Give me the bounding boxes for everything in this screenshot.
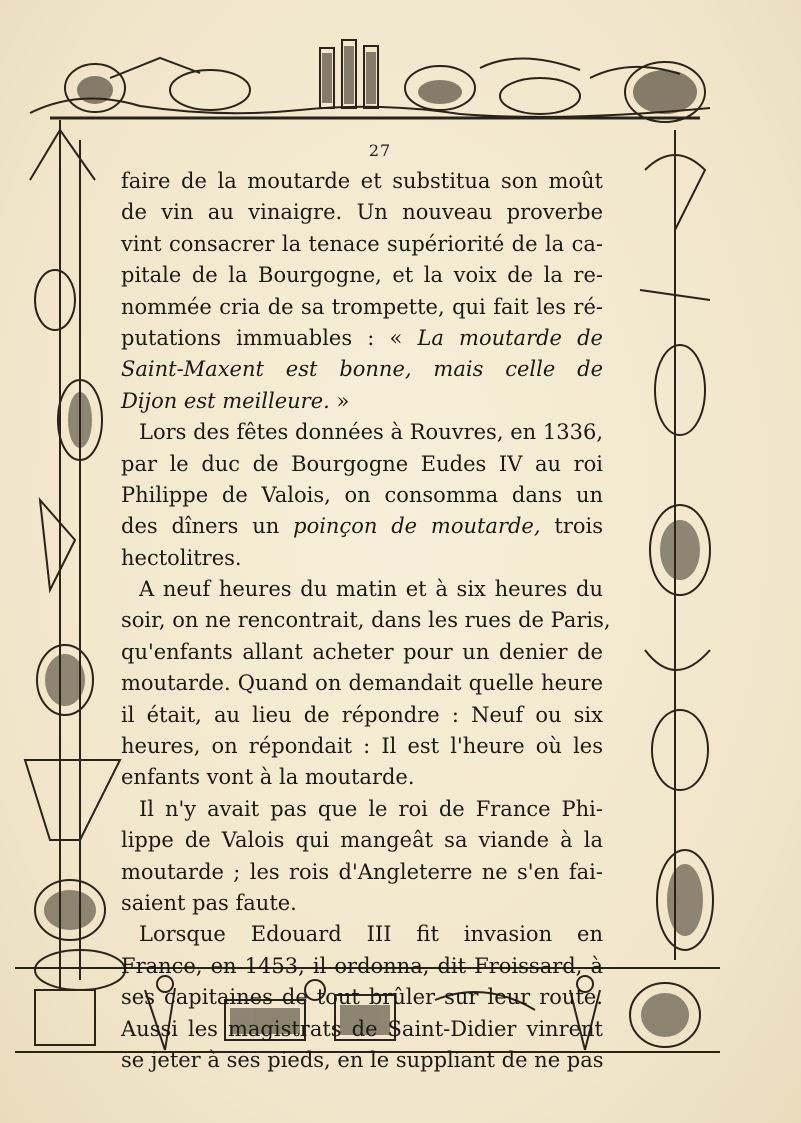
text-run: soir, on ne rencontrait, dans les rues de Paris, [121,608,611,633]
text-line [121,1045,603,1076]
text-line [121,951,603,982]
text-run: A neuf heures du matin et à six heures du [139,577,603,602]
text-run: lippe de Valois qui mangeât sa viande à la [121,828,603,853]
text-run: Aussi les magistrats de Saint-Didier vinrent [121,1016,603,1041]
text-run: se jeter à ses pieds, en le suppliant de ne pas [121,1047,604,1072]
text-run: trois [540,514,603,539]
text-run: vint consacrer la tenace supériorité de la ca- [121,231,603,256]
text-line [121,794,603,825]
text-line [121,260,603,291]
text-line [121,700,603,731]
text-run: faire de la moutarde et substitua son moût [121,169,603,193]
text-line [121,888,603,919]
text-run: putations immuables : « [121,325,418,350]
text-line [121,229,603,260]
text-run: ses capitaines de tout brûler sur leur route. [121,985,603,1010]
text-line [121,543,603,574]
page-number: 27 [368,141,392,160]
still-life-engraving [20,18,720,128]
top-ornament-frieze [20,18,720,128]
text-run: il était, au lieu de répondre : Neuf ou six [121,702,603,727]
text-run: France, en 1453, il ordonna, dit Froissard, à [121,953,603,978]
italic-text-run: Dijon est meilleure. [121,388,330,413]
text-line [121,731,603,762]
text-run: de vin au vinaigre. Un nouveau proverbe [121,200,603,225]
text-run: Lors des fêtes données à Rouvres, en 1336, [139,420,603,445]
text-line [121,982,603,1013]
text-line [121,762,603,793]
text-line [121,354,603,385]
text-line [121,605,611,636]
text-line [121,1014,603,1045]
text-line [121,197,603,228]
text-line [121,386,603,417]
text-run: saient pas faute. [121,890,297,915]
text-run: moutarde. Quand on demandait quelle heure [121,671,603,696]
left-ornament-border [20,120,130,1000]
text-run: » [329,388,350,413]
text-run: Il n'y avait pas que le roi de France Phi- [139,796,603,821]
text-line [121,323,603,354]
italic-text-run: La moutarde de [417,325,603,350]
text-line [121,919,603,950]
text-line [121,857,603,888]
text-run: pitale de la Bourgogne, et la voix de la re- [121,263,603,288]
text-run: nommée cria de sa trompette, qui fait les ré- [121,294,603,319]
text-line [121,574,603,605]
right-ornament-border [625,130,730,970]
italic-text-run: Saint-Maxent est bonne, mais celle de [121,357,603,382]
italic-text-run: poinçon de moutarde, [293,514,541,539]
text-line [121,292,603,323]
text-line [121,449,603,480]
text-line [121,668,603,699]
text-run: heures, on répondait : Il est l'heure où les [121,734,603,759]
hanging-utensils-engraving [20,120,130,1000]
text-line [121,480,603,511]
text-line [121,166,603,197]
body-text [121,166,611,1076]
text-run: des dîners un [121,514,294,539]
text-line [121,417,603,448]
text-run: Philippe de Valois, on consomma dans un [121,482,603,507]
text-run: enfants vont à la moutarde. [121,765,415,790]
text-run: qu'enfants allant acheter pour un denier de [121,639,603,664]
text-line [121,511,603,542]
hanging-game-engraving [625,130,730,970]
text-line [121,825,603,856]
text-run: par le duc de Bourgogne Eudes IV au roi [121,451,603,476]
text-run: hectolitres. [121,545,242,570]
text-line [121,637,603,668]
text-run: Lorsque Edouard III fit invasion en [139,922,603,947]
text-run: moutarde ; les rois d'Angleterre ne s'en fai- [121,859,603,884]
